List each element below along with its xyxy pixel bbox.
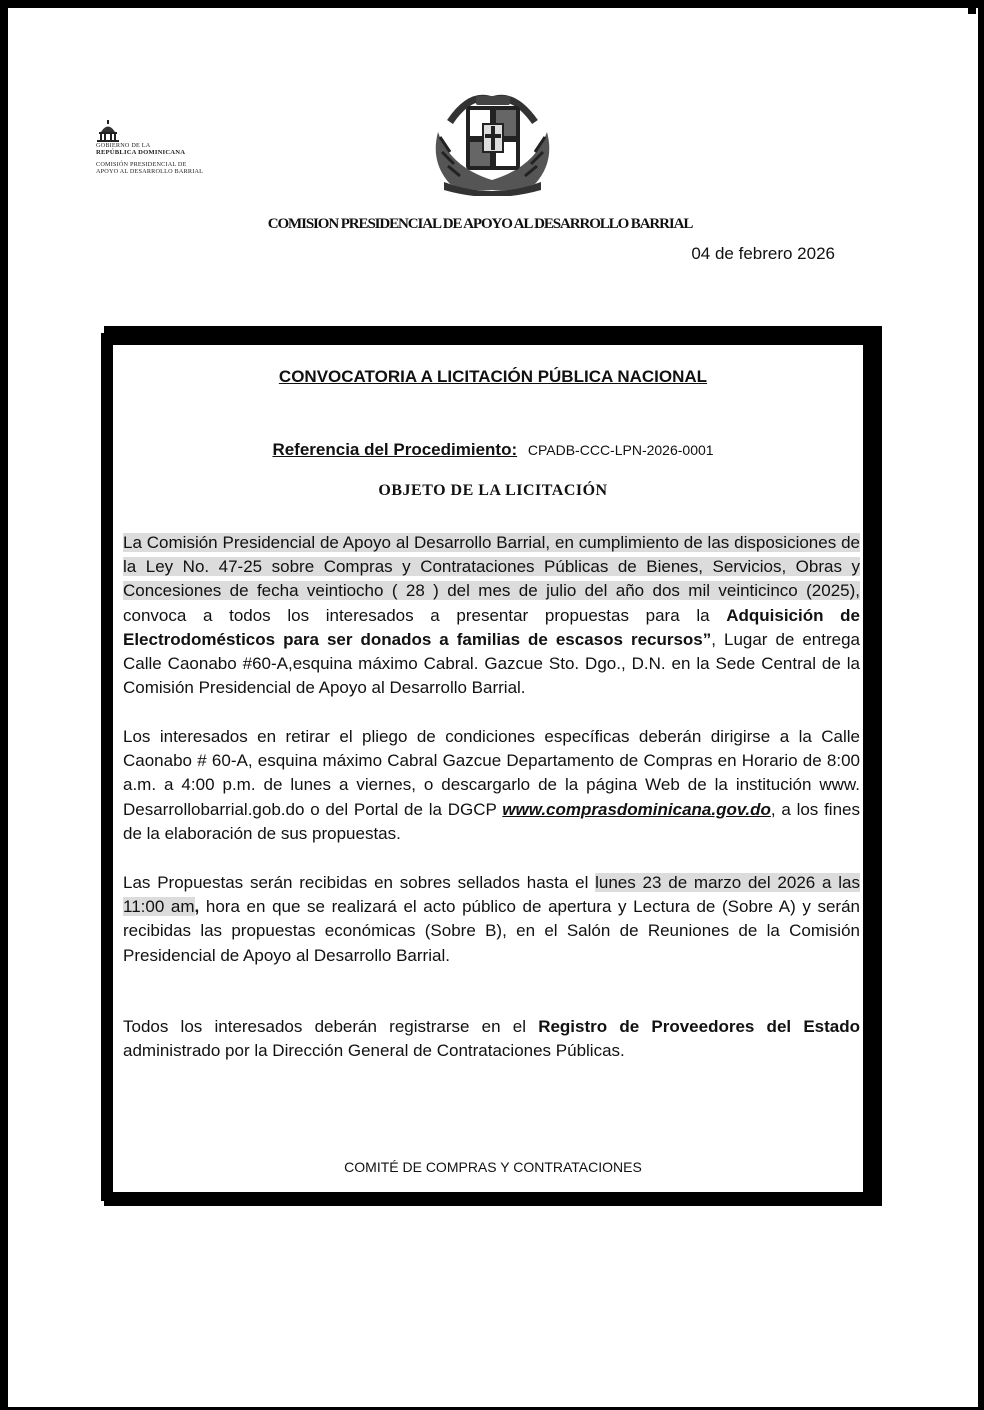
palace-dome-icon	[96, 120, 120, 142]
deadline-date: lunes 23 de marzo del 2026 a las 11:00 am	[123, 873, 860, 917]
deadline-details: hora en que se realizará el acto público de apertura y Lectura de (Sobre A) y serán recibidas las propuestas económicas (Sobre B), en el Salón de Reuniones de la Comisión Presidencial de Apoyo al Desarrollo Barrial.	[123, 897, 860, 965]
reference-row	[113, 440, 873, 460]
reference-label: Referencia del Procedimiento:	[272, 440, 518, 459]
corner-mark	[968, 8, 976, 14]
subject-heading: OBJETO DE LA LICITACIÓN	[378, 482, 608, 499]
bidding-docs-text: Los interesados en retirar el pliego de condiciones específicas deberán dirigirse a la Calle Caonabo # 60-A, esquina máximo Cabral Gazcue Departamento de Compras en Horario de 8:00 a.m. a 4:00 p.m. de lunes a viernes, o descargarlo de la página Web de la institución www. Desarrollobarrial.gob.do o del Portal de la DGCP	[123, 727, 860, 819]
deadline-comma: ,	[194, 897, 200, 917]
agency-name	[0, 216, 984, 233]
paragraph-registration	[123, 1015, 860, 1063]
paragraph-bidding-docs	[123, 725, 860, 846]
notice-title: CONVOCATORIA A LICITACIÓN PÚBLICA NACIONAL	[278, 367, 708, 386]
deadline-intro: Las Propuestas serán recibidas en sobres sellados hasta el	[123, 873, 596, 892]
logo-line-2: REPÚBLICA DOMINICANA	[96, 149, 186, 156]
logo-line-4: APOYO AL DESARROLLO BARRIAL	[96, 168, 204, 175]
registration-intro: Todos los interesados deberán registrarse en el	[123, 1017, 539, 1036]
logo-line-1: GOBIERNO DE LA	[96, 142, 151, 149]
invitation-text: convoca a todos los interesados a presentar propuestas para la	[123, 605, 727, 625]
government-logo	[96, 120, 206, 175]
document-date: 04 de febrero 2026	[691, 244, 835, 263]
bidding-docs-end: , a los fines de la elaboración de sus propuestas.	[123, 799, 860, 843]
paragraph-call	[123, 531, 860, 700]
reference-value: CPADB-CCC-LPN-2026-0001	[527, 442, 714, 458]
coat-of-arms-icon	[430, 92, 555, 196]
legal-basis-text: La Comisión Presidencial de Apoyo al Desarrollo Barrial, en cumplimiento de las disposiciones de la Ley No. 47-25 sobre Compras y Contrataciones Públicas de Bienes, Servicios, Obras y Concesiones de fecha veintiocho ( 28 ) del mes de julio del año dos mil veinticinco (2025),	[123, 533, 860, 601]
procurement-object: Adquisición de Electrodomésticos para ser donados a familias de escasos recursos”	[123, 605, 860, 649]
paragraph-deadline	[123, 871, 860, 968]
registration-end: administrado por la Dirección General de Contrataciones Públicas.	[123, 1041, 625, 1061]
logo-line-3: COMISIÓN PRESIDENCIAL DE	[96, 161, 187, 168]
notice-box	[101, 333, 872, 1201]
compras-portal-link[interactable]: www.comprasdominicana.gov.do	[502, 799, 771, 819]
delivery-location: , Lugar de entrega Calle Caonabo #60-A,esquina máximo Cabral. Gazcue Sto. Dgo., D.N. en la Sede Central de la Comisión Presidencial de Apoyo al Desarrollo Barrial.	[123, 629, 860, 698]
agency-name-text: COMISION PRESIDENCIAL DE APOYO AL DESARROLLO BARRIAL	[267, 216, 693, 232]
supplier-registry: Registro de Proveedores del Estado	[538, 1017, 860, 1036]
committee-signature: COMITÉ DE COMPRAS Y CONTRATACIONES	[344, 1159, 642, 1175]
